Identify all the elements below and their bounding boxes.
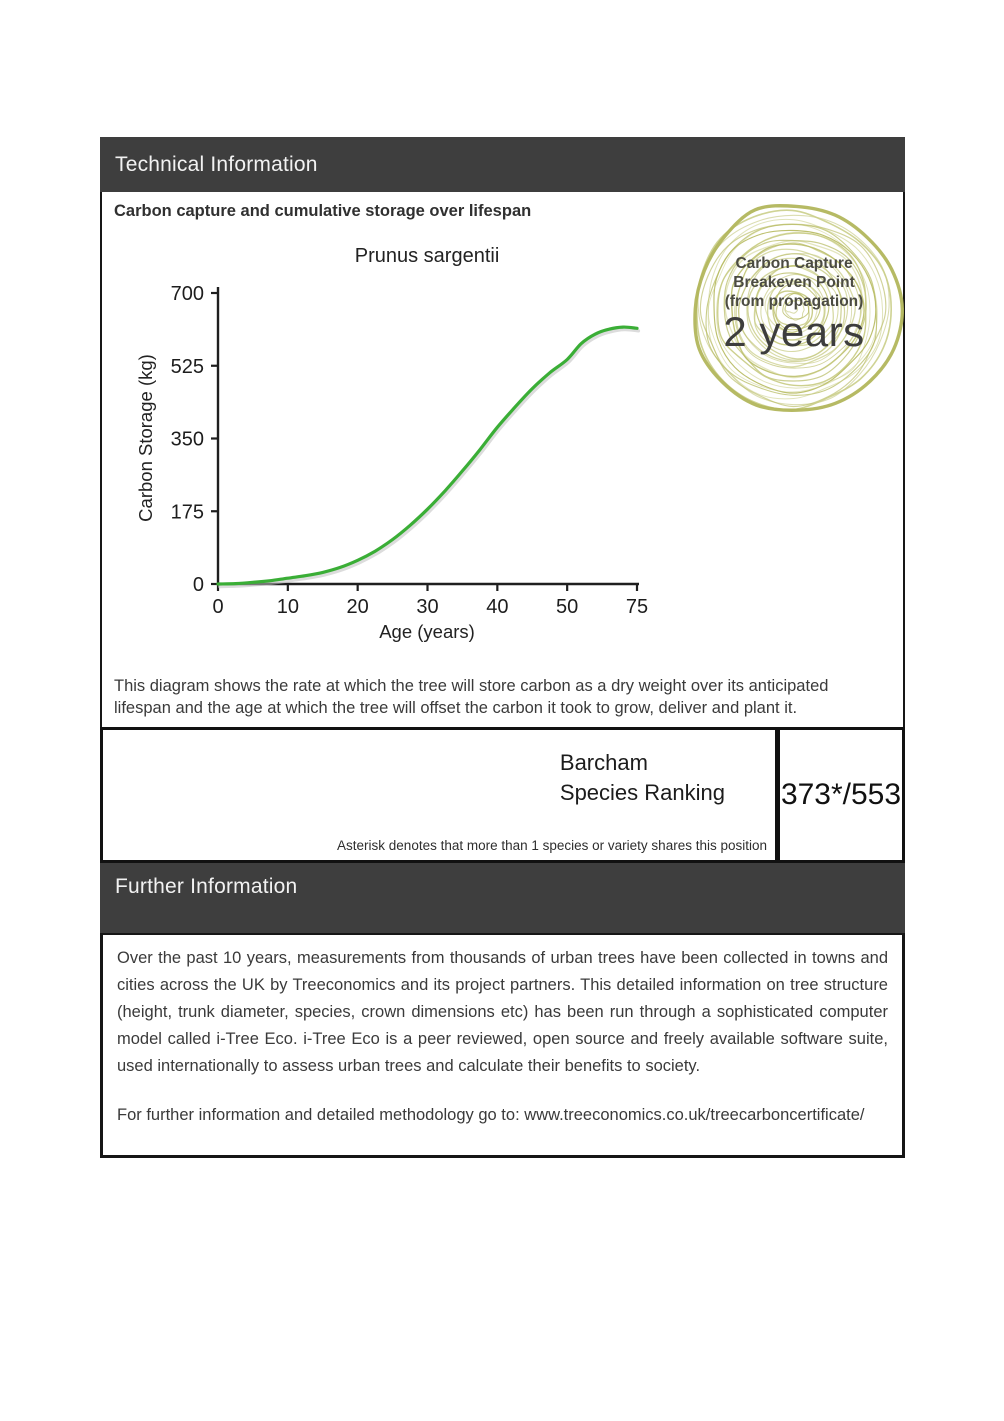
svg-text:0: 0 bbox=[212, 596, 224, 618]
ranking-footnote: Asterisk denotes that more than 1 species or variety shares this position bbox=[337, 838, 767, 853]
species-ranking-value-cell bbox=[775, 730, 902, 860]
badge-line-2: Breakeven Point bbox=[733, 274, 855, 291]
svg-text:525: 525 bbox=[170, 355, 204, 378]
svg-text:10: 10 bbox=[276, 596, 299, 618]
badge-line-3: (from propagation) bbox=[724, 293, 864, 310]
ranking-label-line-2: Species Ranking bbox=[559, 780, 725, 805]
breakeven-badge bbox=[684, 199, 904, 419]
svg-text:50: 50 bbox=[556, 596, 579, 618]
carbon-storage-chart bbox=[132, 232, 692, 652]
breakeven-badge-text bbox=[684, 199, 904, 419]
further-information-paragraph: Over the past 10 years, measurements from thousands of urban trees have been collected in towns and cities across the UK by Treeconomics and its project partners. This detailed information on tree structure (height, trunk diameter, species, crown dimensions etc) has been run through a sophisticated computer model called i-Tree Eco. i-Tree Eco is a peer reviewed, open source and freely available software suite, used internationally to assess urban trees and calculate their benefits to society. bbox=[117, 949, 888, 1075]
badge-line-1: Carbon Capture bbox=[735, 255, 853, 272]
technical-information-header bbox=[100, 137, 905, 192]
species-ranking-left-cell bbox=[103, 730, 775, 860]
svg-text:175: 175 bbox=[170, 501, 204, 524]
svg-text:Age (years): Age (years) bbox=[379, 621, 475, 642]
technical-information-title: Technical Information bbox=[115, 152, 318, 176]
further-information-header bbox=[100, 863, 905, 933]
svg-text:75: 75 bbox=[625, 596, 649, 618]
ranking-label-line-1: Barcham bbox=[559, 750, 648, 775]
carbon-chart-box bbox=[100, 192, 905, 727]
svg-text:40: 40 bbox=[486, 596, 509, 618]
species-ranking-value: 373*/553 bbox=[780, 778, 902, 811]
svg-text:Carbon Storage (kg): Carbon Storage (kg) bbox=[135, 354, 156, 522]
svg-text:0: 0 bbox=[192, 574, 204, 596]
svg-text:30: 30 bbox=[416, 596, 439, 618]
svg-text:700: 700 bbox=[170, 283, 204, 305]
svg-text:20: 20 bbox=[346, 596, 369, 618]
species-ranking-label bbox=[560, 748, 725, 808]
carbon-storage-chart-svg bbox=[132, 232, 692, 652]
chart-description: This diagram shows the rate at which the tree will store carbon as a dry weight over its anticipated lifespan and the age at which the tree will offset the carbon it took to grow, deliver and plant it. bbox=[114, 677, 829, 717]
species-ranking-row bbox=[100, 727, 905, 863]
breakeven-value: 2 years bbox=[723, 308, 865, 355]
further-information-box bbox=[100, 933, 905, 1158]
svg-text:Prunus sargentii: Prunus sargentii bbox=[354, 245, 500, 267]
further-information-link-line: For further information and detailed methodology go to: www.treeconomics.co.uk/treecarboncertificate/ bbox=[117, 1106, 865, 1124]
chart-section-heading: Carbon capture and cumulative storage over lifespan bbox=[114, 202, 532, 220]
further-information-title: Further Information bbox=[115, 875, 298, 898]
svg-text:350: 350 bbox=[170, 428, 204, 451]
content-column bbox=[100, 137, 905, 1158]
